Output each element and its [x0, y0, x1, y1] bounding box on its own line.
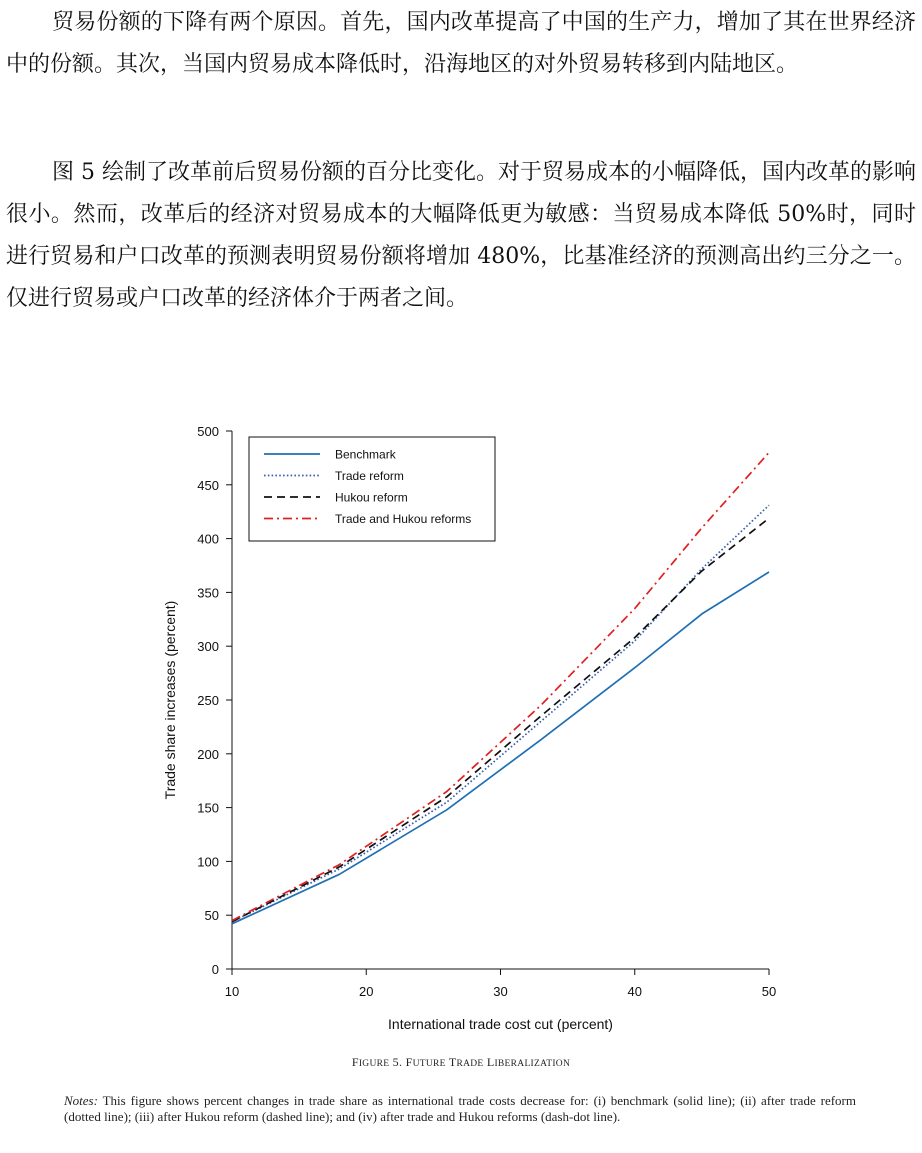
caption-part: IGURE — [358, 1059, 390, 1069]
x-tick-label: 10 — [224, 984, 240, 999]
caption-part: T — [445, 1055, 457, 1069]
x-tick-label: 40 — [627, 984, 642, 999]
caption-part: F — [351, 1055, 359, 1069]
y-tick-label: 400 — [197, 531, 219, 547]
x-tick-label: 30 — [493, 984, 508, 999]
figure-notes — [64, 1093, 856, 1125]
y-axis-label: Trade share increases (percent) — [162, 600, 178, 800]
y-tick-label: 300 — [197, 639, 219, 655]
y-tick-label: 450 — [197, 477, 219, 493]
series-line-3 — [232, 518, 769, 922]
trade-share-chart — [0, 410, 922, 1050]
y-tick-label: 0 — [211, 962, 219, 977]
x-axis-label: International trade cost cut (percent) — [388, 1016, 613, 1032]
y-tick-label: 100 — [197, 854, 219, 870]
figure-caption — [0, 1055, 922, 1070]
paragraph-1-text: 贸易份额的下降有两个原因。首先，国内改革提高了中国的生产力，增加了其在世界经济中的份额。其次，当国内贸易成本降低时，沿海地区的对外贸易转移到内陆地区。 — [6, 10, 916, 77]
paragraph-1 — [6, 2, 916, 86]
caption-part: RADE — [456, 1059, 484, 1069]
caption-part: L — [483, 1055, 495, 1069]
y-tick-label: 350 — [197, 585, 219, 601]
legend-label-3: Hukou reform — [335, 490, 408, 505]
y-tick-label: 200 — [197, 746, 219, 762]
caption-part: IBERALIZATION — [494, 1059, 571, 1069]
y-tick-label: 250 — [197, 693, 219, 708]
series-line-1 — [232, 572, 769, 924]
caption-part: 5. F — [389, 1055, 413, 1069]
caption-part: UTURE — [412, 1059, 446, 1069]
x-tick-label: 50 — [761, 984, 777, 999]
y-tick-label: 500 — [197, 424, 219, 439]
x-tick-label: 20 — [359, 984, 374, 999]
paragraph-2 — [6, 152, 916, 320]
y-tick-label: 50 — [204, 908, 219, 924]
legend-label-2: Trade reform — [335, 469, 404, 483]
paragraph-2-text: 图 5 绘制了改革前后贸易份额的百分比变化。对于贸易成本的小幅降低，国内改革的影响很小。然而，改革后的经济对贸易成本的大幅降低更为敏感：当贸易成本降低 50%时，同时进行贸易和户口改革的预测表明贸易份额将增加 480%，比基准经济的预测高出约三分之一。仅进行贸易或户口改革的经济体介于两者之间。 — [6, 160, 916, 311]
y-tick-label: 150 — [197, 800, 219, 816]
notes-label: Notes: — [64, 1093, 98, 1108]
legend-label-4: Trade and Hukou reforms — [335, 512, 472, 526]
legend-label-1: Benchmark — [335, 447, 396, 462]
chart-legend — [249, 437, 495, 541]
series-line-2 — [232, 505, 769, 922]
notes-text: This figure shows percent changes in trade share as international trade costs decrease for: (i) benchmark (solid line); (ii) after trade reform (dotted line); (iii) after Hukou reform (dashed line); and (iv) after trade and Hukou reforms (dash-dot line). — [64, 1093, 856, 1124]
